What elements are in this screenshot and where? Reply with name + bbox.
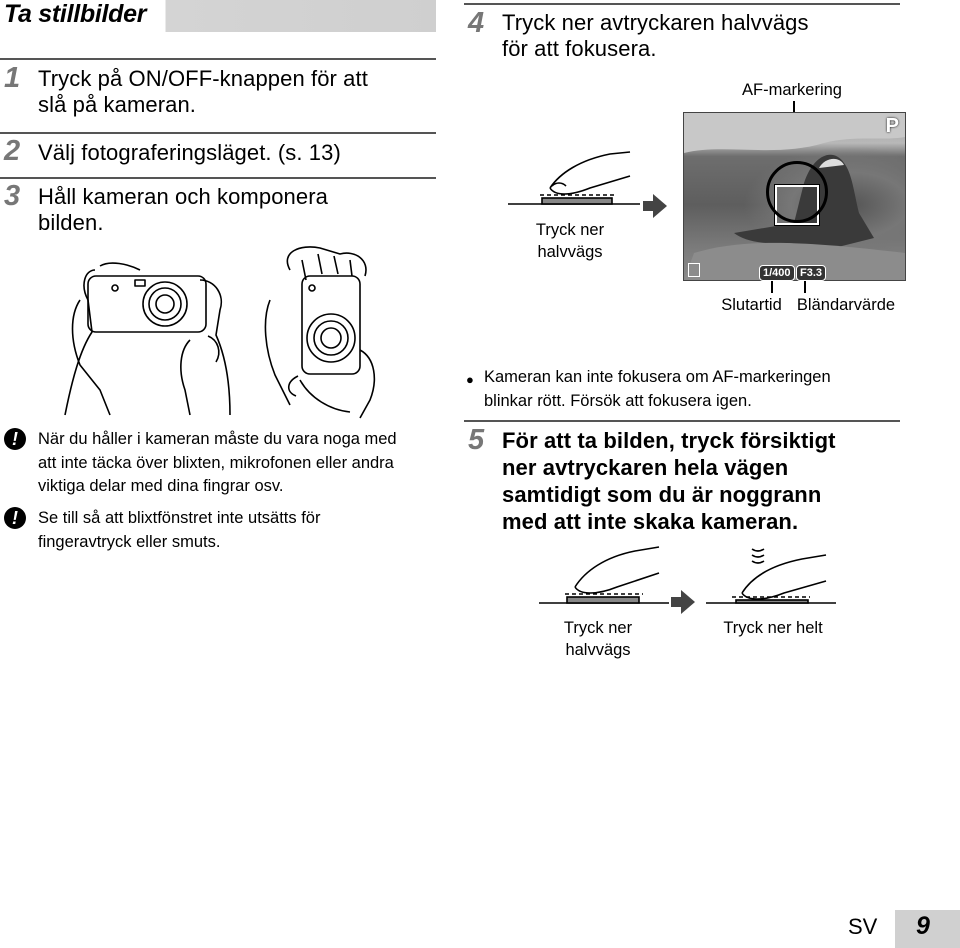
- section-title-bar: [0, 0, 436, 32]
- step-number: 1: [4, 62, 21, 94]
- aperture-value-label: Bländarvärde: [796, 296, 896, 314]
- camera-holding-illustration: [40, 240, 440, 420]
- step-4-text: Tryck ner avtryckaren halvvägs för att fokusera.: [502, 10, 809, 61]
- focus-note: Kameran kan inte fokusera om AF-markeringen blinkar rött. Försök att fokusera igen.: [484, 368, 831, 410]
- shutter-half-press-illustration: [535, 545, 675, 610]
- press-half-caption: Tryck ner halvvägs: [563, 619, 633, 659]
- step-number: 3: [4, 180, 21, 212]
- press-full-caption: Tryck ner helt: [723, 619, 823, 637]
- caution-text-1: När du håller i kameran måste du vara noga med att inte täcka över blixten, mikrofonen eller andra viktiga delar med dina fingrar osv.: [38, 430, 397, 495]
- arrow-right-icon: [671, 588, 697, 616]
- memory-icon: [688, 263, 700, 277]
- divider: [0, 177, 436, 179]
- shooting-mode-indicator: P: [885, 115, 899, 137]
- leader-line: [804, 281, 806, 293]
- divider: [464, 3, 900, 5]
- step-5-text: För att ta bilden, tryck försiktigt ner avtryckaren hela vägen samtidigt som du är noggrann med att inte skaka kameran.: [502, 428, 836, 534]
- af-marker-label: AF-markering: [742, 81, 842, 99]
- caution-icon: !: [4, 507, 26, 529]
- step-number: 2: [4, 135, 21, 167]
- divider: [464, 420, 900, 422]
- caution-text-2: Se till så att blixtfönstret inte utsätts för fingeravtryck eller smuts.: [38, 509, 321, 551]
- shutter-full-press-illustration: [702, 545, 842, 610]
- arrow-right-icon: [643, 192, 669, 220]
- step-3-text: Håll kameran och komponera bilden.: [38, 184, 328, 235]
- language-code: SV: [848, 914, 878, 939]
- shutter-speed-readout: 1/400: [759, 265, 795, 281]
- shutter-half-press-illustration: [500, 148, 650, 218]
- section-title: Ta stillbilder: [4, 0, 147, 28]
- step-1-text: Tryck på ON/OFF-knappen för att slå på kameran.: [38, 66, 368, 117]
- shutter-speed-label: Slutartid: [721, 296, 782, 314]
- page-number-box: [848, 910, 960, 948]
- divider: [0, 132, 436, 134]
- step-2-text: Välj fotograferingsläget. (s. 13): [38, 140, 341, 165]
- bullet: ●: [466, 372, 474, 387]
- press-half-caption: Tryck ner halvvägs: [535, 221, 605, 261]
- divider: [0, 58, 436, 60]
- leader-line: [771, 281, 773, 293]
- step-number: 4: [468, 7, 485, 39]
- aperture-readout: F3.3: [796, 265, 826, 281]
- caution-icon: !: [4, 428, 26, 450]
- page-number: 9: [916, 912, 930, 940]
- step-number: 5: [468, 424, 485, 456]
- af-highlight-circle: [766, 161, 828, 223]
